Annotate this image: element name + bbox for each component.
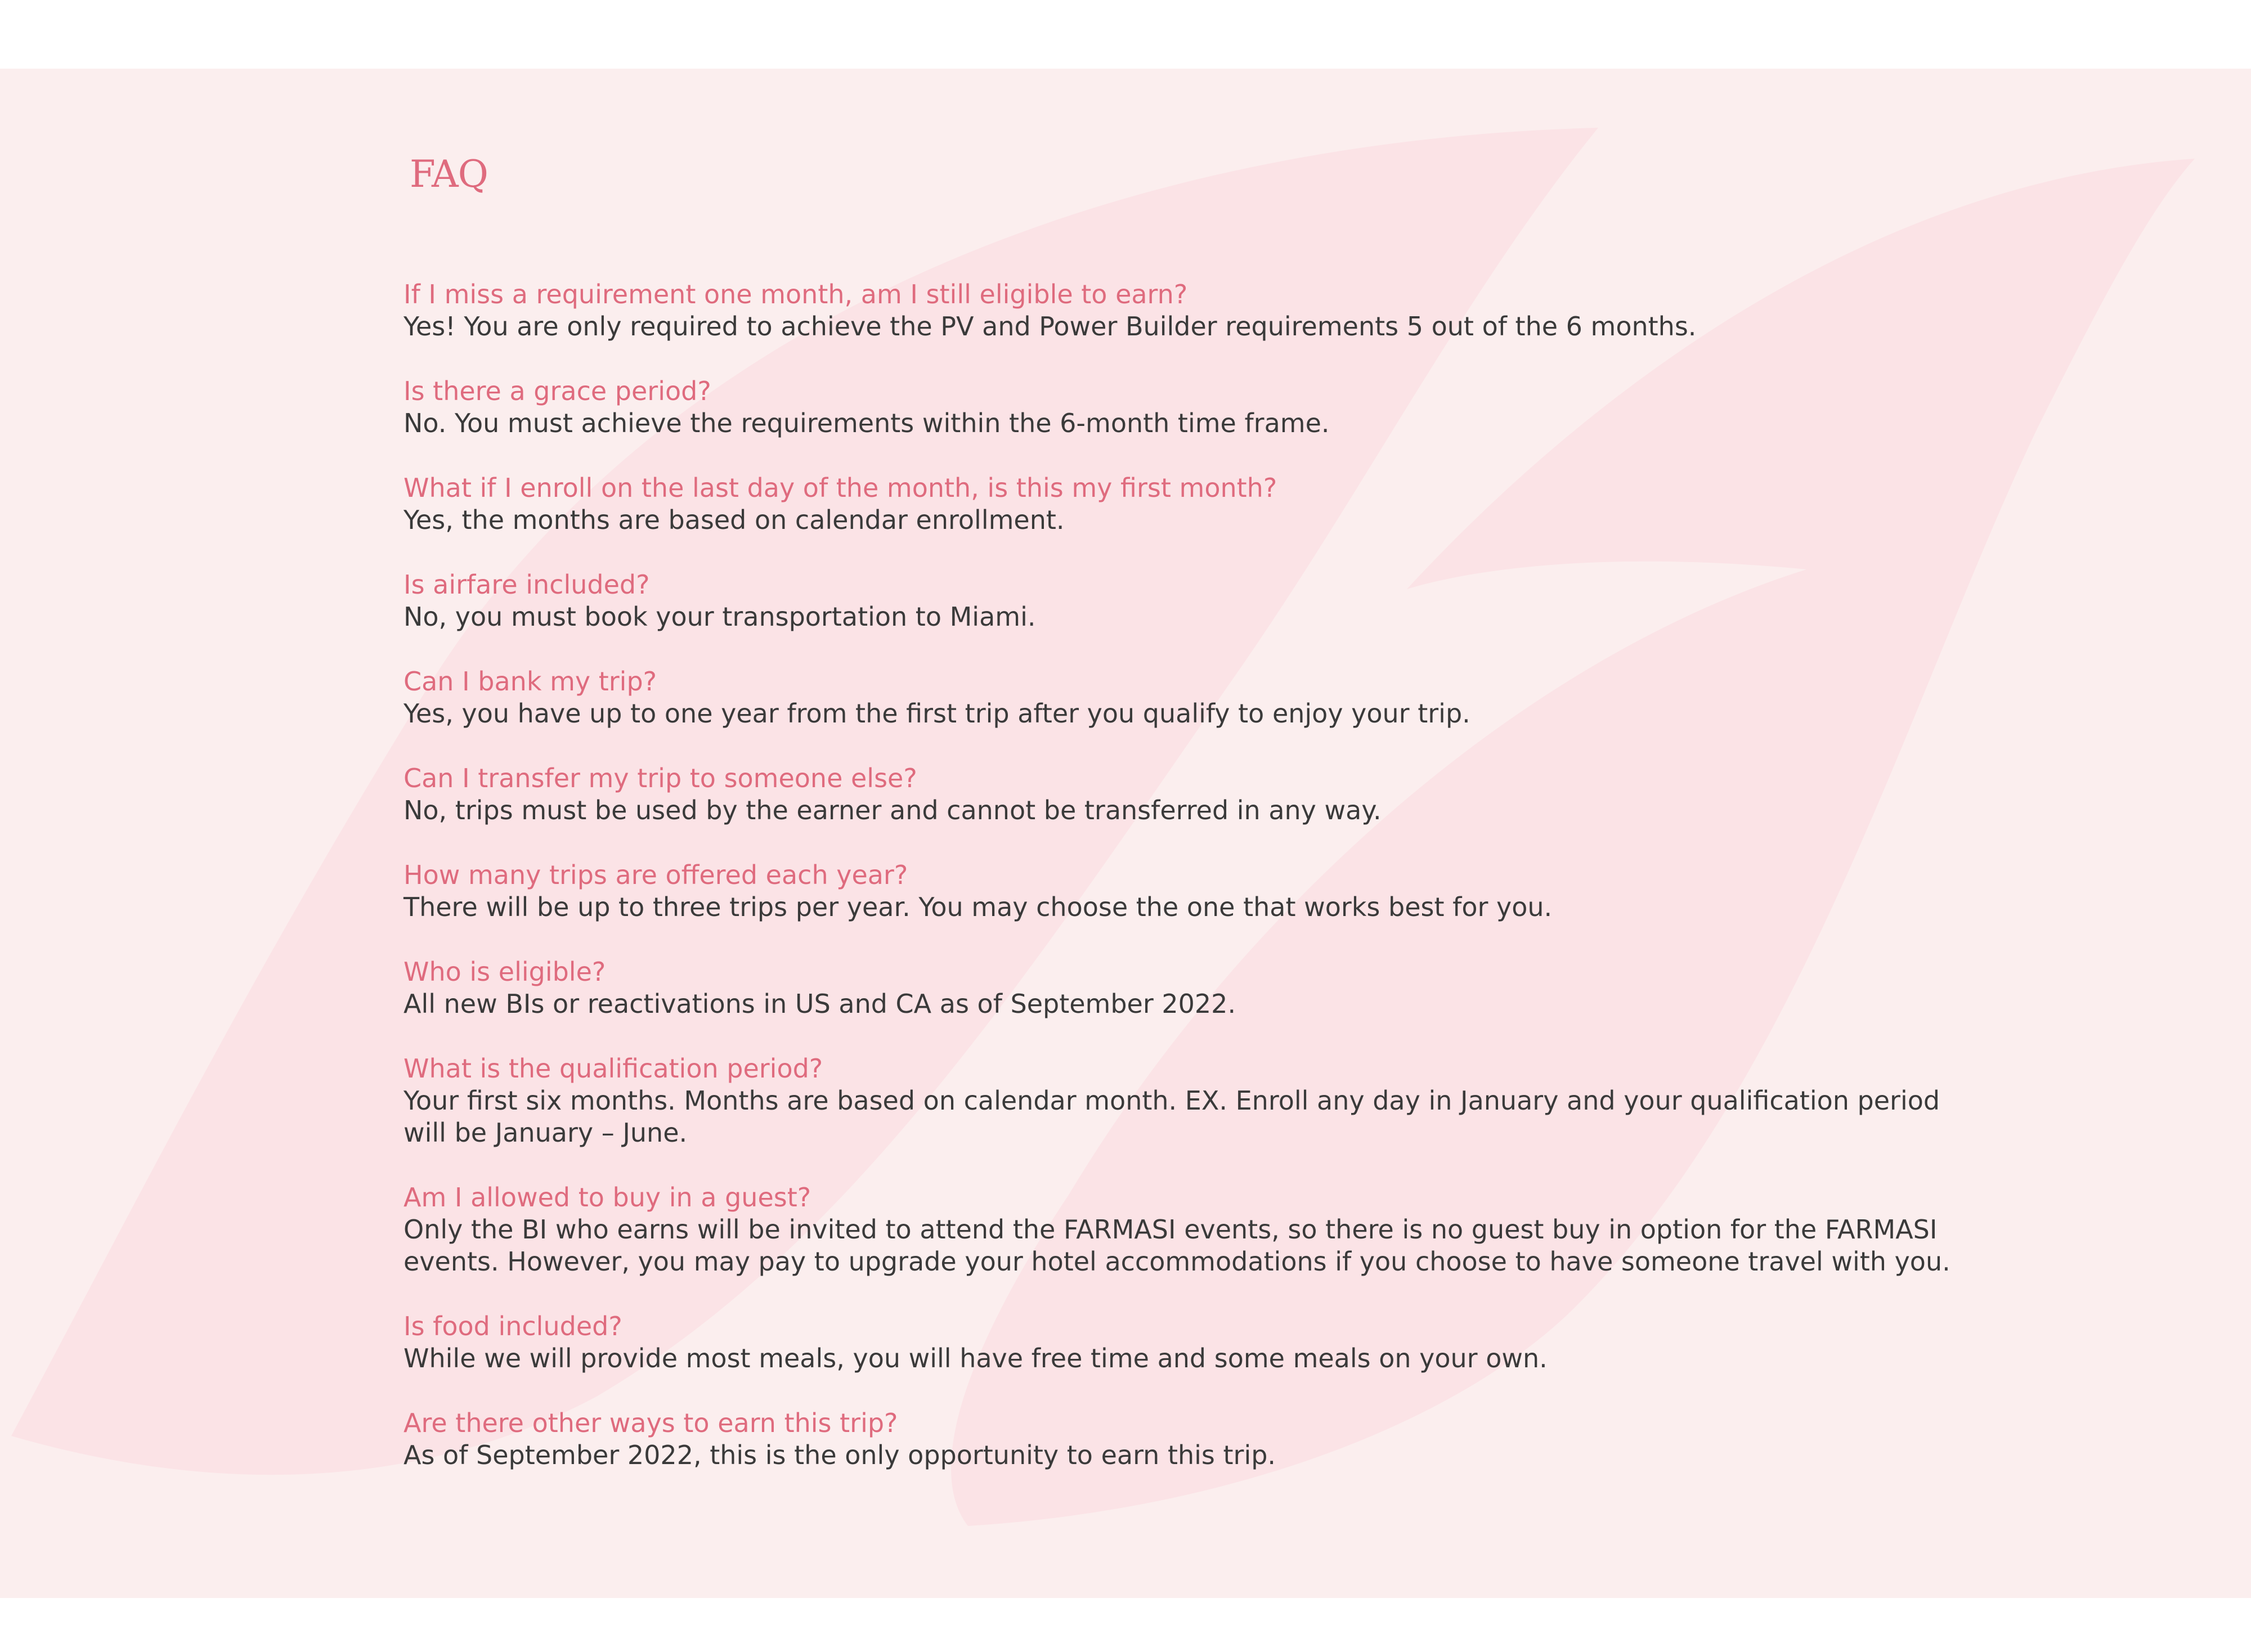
faq-answer: As of September 2022, this is the only opportunity to earn this trip. — [403, 1440, 1276, 1470]
faq-question: Can I bank my trip? — [403, 666, 657, 697]
faq-item — [403, 762, 1968, 827]
faq-item — [403, 278, 1968, 343]
faq-item — [403, 859, 1968, 923]
faq-item — [403, 955, 1968, 1020]
faq-list — [403, 278, 1968, 1503]
faq-answer: No. You must achieve the requirements within the 6-month time frame. — [403, 408, 1330, 438]
faq-item — [403, 472, 1968, 536]
page-title: FAQ — [410, 152, 488, 196]
faq-answer: All new BIs or reactivations in US and CA as of September 2022. — [403, 989, 1236, 1019]
faq-item — [403, 1181, 1968, 1278]
faq-item — [403, 568, 1968, 633]
faq-question: Is there a grace period? — [403, 376, 711, 406]
faq-item — [403, 1310, 1968, 1375]
faq-answer: Yes! You are only required to achieve the PV and Power Builder requirements 5 out of the 6 months. — [403, 311, 1697, 342]
faq-question: How many trips are offered each year? — [403, 860, 908, 890]
faq-answer: While we will provide most meals, you will have free time and some meals on your own. — [403, 1343, 1548, 1373]
faq-question: Who is eligible? — [403, 957, 606, 987]
faq-question: Are there other ways to earn this trip? — [403, 1408, 898, 1438]
faq-answer: No, you must book your transportation to Miami. — [403, 601, 1036, 632]
faq-answer: Yes, the months are based on calendar enrollment. — [403, 505, 1065, 535]
faq-question: Is food included? — [403, 1311, 622, 1341]
faq-item — [403, 1407, 1968, 1471]
faq-item — [403, 375, 1968, 439]
faq-answer: There will be up to three trips per year. You may choose the one that works best for you. — [403, 892, 1553, 922]
faq-question: Can I transfer my trip to someone else? — [403, 763, 917, 793]
faq-question: What if I enroll on the last day of the month, is this my first month? — [403, 473, 1277, 503]
faq-answer: Only the BI who earns will be invited to attend the FARMASI events, so there is no guest buy in option for the FARMASI events. However, you may pay to upgrade your hotel accommodations if you choose to have someone travel with you. — [403, 1214, 1950, 1277]
faq-question: What is the qualification period? — [403, 1053, 823, 1084]
faq-item — [403, 665, 1968, 730]
faq-answer: No, trips must be used by the earner and cannot be transferred in any way. — [403, 795, 1382, 825]
faq-page — [0, 69, 2251, 1598]
faq-item — [403, 1052, 1968, 1149]
faq-answer: Your first six months. Months are based on calendar month. EX. Enroll any day in January and your qualification period will be January – June. — [403, 1085, 1940, 1148]
faq-question: Am I allowed to buy in a guest? — [403, 1182, 811, 1213]
faq-question: If I miss a requirement one month, am I still eligible to earn? — [403, 279, 1188, 309]
faq-question: Is airfare included? — [403, 569, 650, 600]
faq-answer: Yes, you have up to one year from the first trip after you qualify to enjoy your trip. — [403, 698, 1470, 729]
